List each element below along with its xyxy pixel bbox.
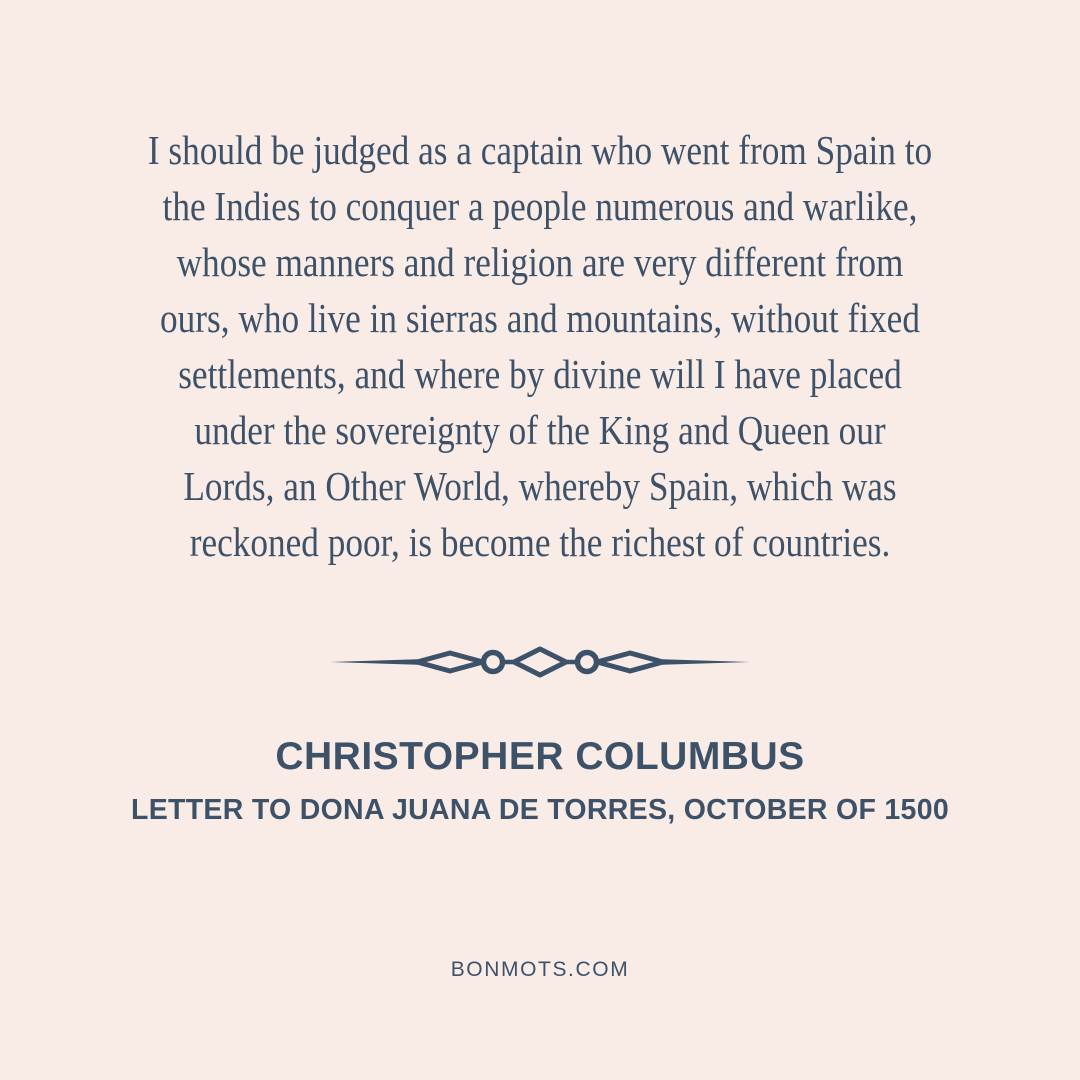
quote-line: under the sovereignty of the King and Queen our bbox=[194, 407, 886, 453]
quote-line: ours, who live in sierras and mountains, without fixed bbox=[160, 295, 920, 341]
diamond-ornament-divider-icon bbox=[330, 644, 750, 680]
quote-text bbox=[76, 122, 1005, 570]
quote-line: Lords, an Other World, whereby Spain, which was bbox=[183, 463, 897, 509]
site-name: BONMOTS.COM bbox=[450, 958, 630, 981]
quote-line: settlements, and where by divine will I have placed bbox=[178, 351, 902, 397]
quote-line: reckoned poor, is become the richest of countries. bbox=[189, 519, 891, 565]
quote-line: the Indies to conquer a people numerous and warlike, bbox=[162, 183, 918, 229]
ornamental-divider bbox=[0, 644, 1080, 680]
author-name: CHRISTOPHER COLUMBUS bbox=[275, 735, 805, 778]
quote-source: LETTER TO DONA JUANA DE TORRES, OCTOBER OF 1500 bbox=[130, 794, 950, 826]
quote-line: whose manners and religion are very different from bbox=[176, 239, 904, 285]
quote-line: I should be judged as a captain who went from Spain to bbox=[147, 127, 933, 173]
